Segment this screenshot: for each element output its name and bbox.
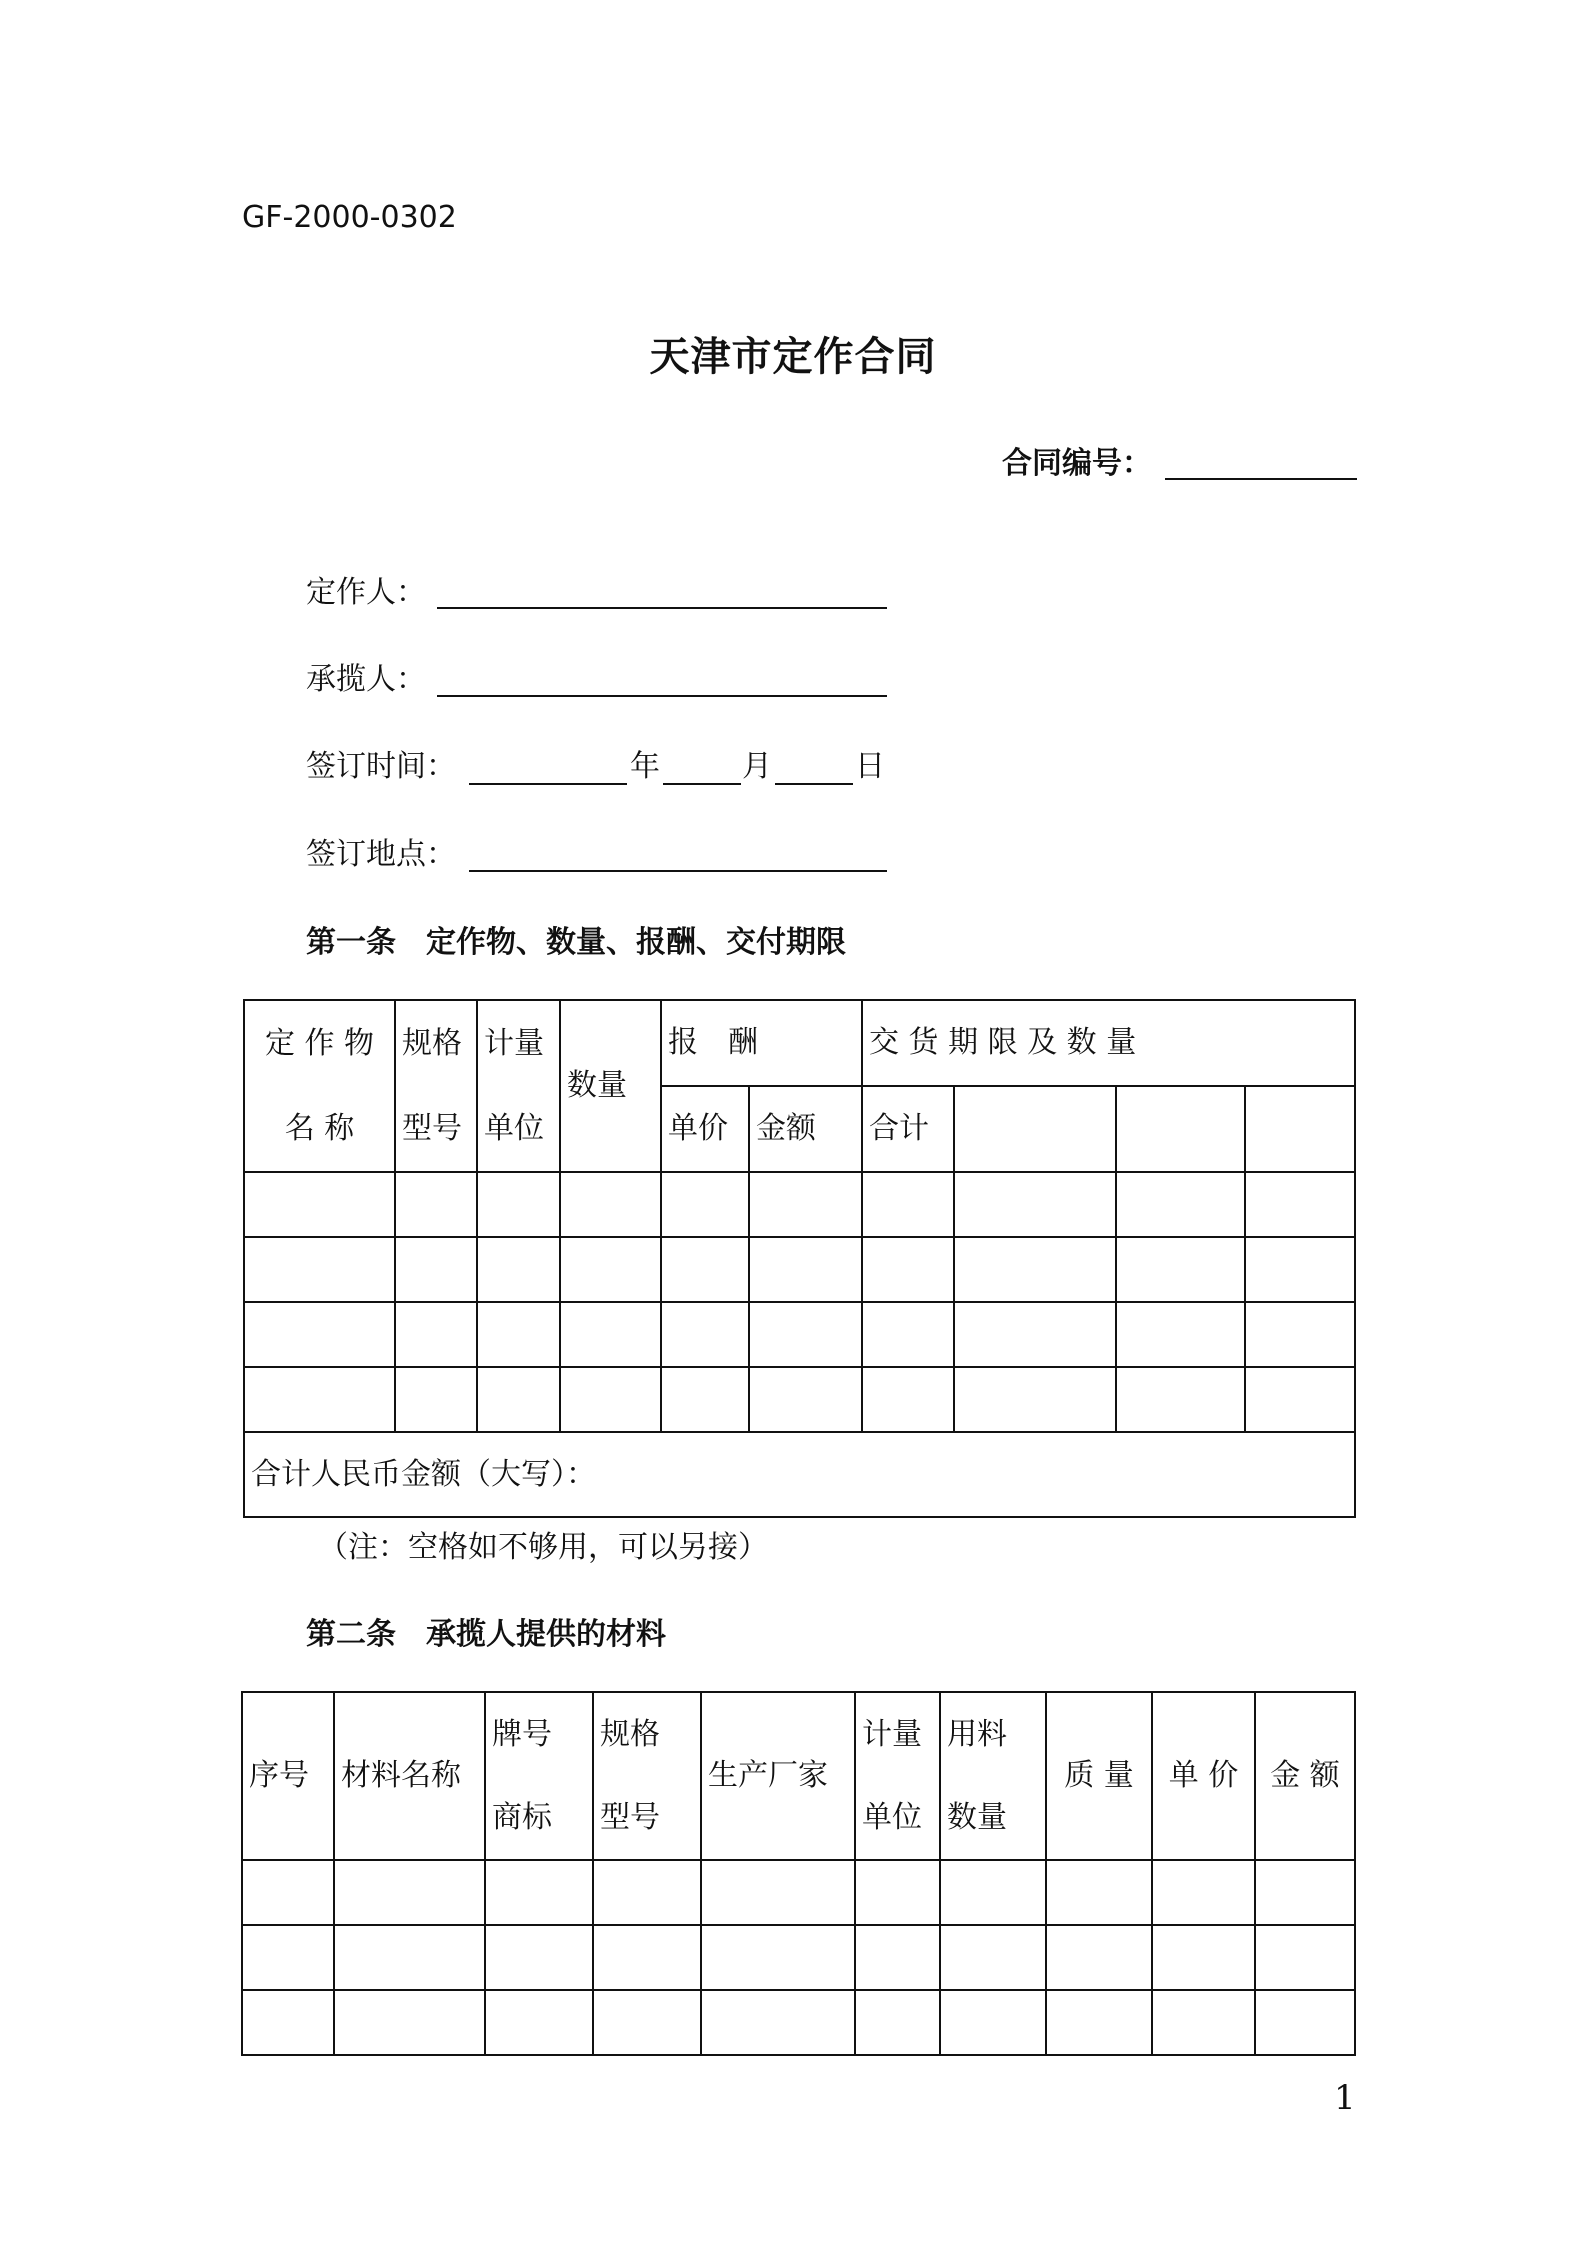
table-cell[interactable]	[1116, 1237, 1245, 1302]
table-cell[interactable]	[477, 1367, 560, 1432]
table-cell[interactable]	[242, 1990, 334, 2055]
article1-table	[243, 999, 1356, 1518]
table-cell[interactable]	[334, 1925, 485, 1990]
table-cell[interactable]	[954, 1367, 1116, 1432]
table-cell[interactable]	[395, 1302, 477, 1367]
table-cell[interactable]	[1255, 1860, 1355, 1925]
table-cell[interactable]	[1245, 1302, 1355, 1367]
table-cell[interactable]	[661, 1367, 749, 1432]
table-cell[interactable]	[1152, 1925, 1255, 1990]
delivery-cell[interactable]	[1116, 1086, 1245, 1172]
page-number: 1	[1334, 2078, 1356, 2118]
article1-heading: 第一条 定作物、数量、报酬、交付期限	[306, 925, 846, 960]
total-rmb-label: 合计人民币金额（大写）：	[251, 1456, 596, 1492]
header-spec-line2: 型号	[402, 1111, 462, 1146]
sign-date-label: 签订时间：	[306, 749, 456, 784]
table-cell[interactable]	[485, 1860, 593, 1925]
table-cell[interactable]	[749, 1237, 862, 1302]
table-cell[interactable]	[862, 1172, 954, 1237]
header-unit-line2: 单位	[484, 1111, 544, 1146]
header-unit-price: 单价	[661, 1086, 749, 1172]
header-unit	[855, 1692, 940, 1860]
header-spec-line1: 规格	[600, 1717, 660, 1752]
header-unit-price: 单 价	[1152, 1692, 1255, 1860]
header-total: 合计	[862, 1086, 954, 1172]
month-label: 月	[742, 749, 772, 784]
header-amount: 金 额	[1255, 1692, 1355, 1860]
table-cell[interactable]	[242, 1860, 334, 1925]
header-brand-line2: 商标	[492, 1800, 552, 1835]
table-cell[interactable]	[862, 1367, 954, 1432]
table-cell[interactable]	[1116, 1172, 1245, 1237]
table-cell[interactable]	[749, 1367, 862, 1432]
table-cell[interactable]	[244, 1367, 395, 1432]
table-row	[244, 1302, 1355, 1367]
table-cell[interactable]	[701, 1860, 855, 1925]
header-unit-line1: 计量	[484, 1026, 544, 1061]
header-unit	[477, 1000, 560, 1172]
table-cell[interactable]	[334, 1860, 485, 1925]
table-cell[interactable]	[334, 1990, 485, 2055]
header-seq: 序号	[242, 1692, 334, 1860]
header-quantity: 数量	[560, 1000, 661, 1172]
table-cell[interactable]	[560, 1367, 661, 1432]
total-rmb-row[interactable]	[244, 1432, 1355, 1517]
ordering-party-label: 定作人：	[306, 575, 426, 610]
table-cell[interactable]	[954, 1302, 1116, 1367]
header-item-name-line1: 定 作 物	[264, 1026, 375, 1061]
sign-day-field[interactable]	[775, 783, 853, 785]
table-cell[interactable]	[1116, 1302, 1245, 1367]
table-cell[interactable]	[593, 1990, 701, 2055]
sign-place-field[interactable]	[469, 870, 887, 872]
table-cell[interactable]	[1046, 1925, 1152, 1990]
table-cell[interactable]	[1116, 1367, 1245, 1432]
table-cell[interactable]	[477, 1172, 560, 1237]
table-row	[244, 1237, 1355, 1302]
header-brand	[485, 1692, 593, 1860]
table-cell[interactable]	[661, 1237, 749, 1302]
form-code: GF-2000-0302	[242, 200, 457, 235]
table-cell[interactable]	[560, 1302, 661, 1367]
sign-place-label: 签订地点：	[306, 837, 456, 872]
contract-no-label: 合同编号：	[1002, 446, 1152, 481]
year-label: 年	[630, 749, 660, 784]
table-cell[interactable]	[940, 1925, 1046, 1990]
table-cell[interactable]	[940, 1860, 1046, 1925]
table-cell[interactable]	[862, 1302, 954, 1367]
table-cell[interactable]	[560, 1237, 661, 1302]
table-cell[interactable]	[395, 1237, 477, 1302]
table-cell[interactable]	[940, 1990, 1046, 2055]
header-usage-line1: 用料	[947, 1717, 1007, 1752]
table-cell[interactable]	[954, 1172, 1116, 1237]
table-cell[interactable]	[477, 1302, 560, 1367]
header-item-name	[244, 1000, 395, 1172]
header-spec-line2: 型号	[600, 1800, 660, 1835]
header-item-name-line2: 名 称	[284, 1111, 355, 1146]
table-cell[interactable]	[477, 1237, 560, 1302]
table-cell[interactable]	[1046, 1860, 1152, 1925]
table-cell[interactable]	[954, 1237, 1116, 1302]
table-cell[interactable]	[485, 1925, 593, 1990]
delivery-cell[interactable]	[1245, 1086, 1355, 1172]
table-row	[242, 1925, 1355, 1990]
table-cell[interactable]	[1245, 1237, 1355, 1302]
header-remuneration: 报 酬	[661, 1000, 862, 1086]
sign-year-field[interactable]	[469, 783, 627, 785]
header-quality: 质 量	[1046, 1692, 1152, 1860]
table-cell[interactable]	[242, 1925, 334, 1990]
contract-no-field[interactable]	[1165, 478, 1357, 480]
table-row	[242, 1990, 1355, 2055]
table-cell[interactable]	[661, 1172, 749, 1237]
header-usage	[940, 1692, 1046, 1860]
table-cell[interactable]	[862, 1237, 954, 1302]
header-material-name: 材料名称	[334, 1692, 485, 1860]
table-cell[interactable]	[661, 1302, 749, 1367]
header-delivery: 交 货 期 限 及 数 量	[862, 1000, 1355, 1086]
table-row	[242, 1860, 1355, 1925]
article1-note: （注：空格如不够用，可以另接）	[318, 1530, 768, 1565]
table-cell[interactable]	[749, 1172, 862, 1237]
table-cell[interactable]	[1152, 1990, 1255, 2055]
table-cell[interactable]	[593, 1925, 701, 1990]
table-cell[interactable]	[1255, 1925, 1355, 1990]
header-unit-line2: 单位	[862, 1800, 922, 1835]
table-cell[interactable]	[1046, 1990, 1152, 2055]
table-cell[interactable]	[395, 1367, 477, 1432]
header-manufacturer: 生产厂家	[701, 1692, 855, 1860]
table-cell[interactable]	[395, 1172, 477, 1237]
table-cell[interactable]	[701, 1990, 855, 2055]
document-title: 天津市定作合同	[649, 334, 937, 380]
table-row	[244, 1367, 1355, 1432]
table-cell[interactable]	[244, 1302, 395, 1367]
table-cell[interactable]	[593, 1860, 701, 1925]
table-cell[interactable]	[1152, 1860, 1255, 1925]
sign-month-field[interactable]	[663, 783, 741, 785]
contractor-field[interactable]	[437, 695, 887, 697]
table-cell[interactable]	[701, 1925, 855, 1990]
header-spec-line1: 规格	[402, 1026, 462, 1061]
table-cell[interactable]	[1255, 1990, 1355, 2055]
article2-table	[241, 1691, 1356, 2056]
table-cell[interactable]	[855, 1860, 940, 1925]
ordering-party-field[interactable]	[437, 607, 887, 609]
table-cell[interactable]	[1245, 1367, 1355, 1432]
table-cell[interactable]	[855, 1925, 940, 1990]
header-amount: 金额	[749, 1086, 862, 1172]
header-usage-line2: 数量	[947, 1800, 1007, 1835]
table-cell[interactable]	[749, 1302, 862, 1367]
table-cell[interactable]	[560, 1172, 661, 1237]
header-brand-line1: 牌号	[492, 1717, 552, 1752]
table-row	[244, 1172, 1355, 1237]
contractor-label: 承揽人：	[306, 662, 426, 697]
header-unit-line1: 计量	[862, 1717, 922, 1752]
header-spec	[593, 1692, 701, 1860]
header-spec	[395, 1000, 477, 1172]
article2-heading: 第二条 承揽人提供的材料	[306, 1617, 666, 1652]
table-cell[interactable]	[244, 1237, 395, 1302]
table-cell[interactable]	[244, 1172, 395, 1237]
table-cell[interactable]	[1245, 1172, 1355, 1237]
table-cell[interactable]	[855, 1990, 940, 2055]
delivery-cell[interactable]	[954, 1086, 1116, 1172]
table-cell[interactable]	[485, 1990, 593, 2055]
day-label: 日	[855, 749, 885, 784]
